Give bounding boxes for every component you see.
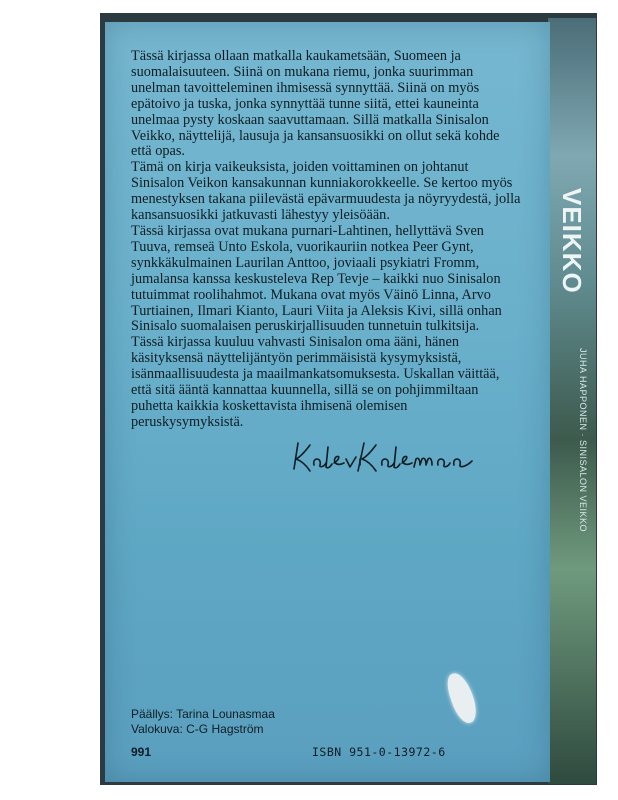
- author-signature: [292, 437, 492, 482]
- cover-design-credit: Päällys: Tarina Lounasmaa: [131, 707, 275, 721]
- signature-icon: [292, 437, 492, 477]
- spine-title: VEIKKO: [557, 188, 587, 294]
- blurb-paragraph-2: Tämä on kirja vaikeuksista, joiden voittaminen on johtanut Sinisalon Veikon kansakunnan kunniakorokkeelle. Se kertoo myös menestyksen takana piilevästä epävarmuudesta ja nöyryydestä, jolla kansansuosikki jatkuvasti lähestyy yleisöään.: [131, 159, 521, 224]
- catalog-code: 991: [131, 745, 152, 759]
- blurb-paragraph-4: Tässä kirjassa kuuluu vahvasti Sinisalon oma ääni, hänen käsityksensä näyttelijäntyön perimmäisistä kysymyksistä, isänmaallisuudesta ja maailmankatsomuksesta. Uskallan väittää, että sitä ääntä kannattaa kuunnella, sillä se on pohjimmiltaan puhetta kaikkia koskettavista ihmisenä olemisen peruskysymyksistä.: [131, 334, 500, 430]
- isbn: ISBN 951-0-13972-6: [312, 745, 446, 759]
- blurb-text: [131, 49, 521, 431]
- photo-credit: Valokuva: C-G Hagström: [131, 722, 264, 736]
- cover-credits: [131, 707, 275, 737]
- book-spine: [548, 18, 596, 784]
- spine-subtitle: JUHA HAPPONEN · SINISALON VEIKKO: [578, 348, 588, 533]
- blurb-paragraph-3: Tässä kirjassa ovat mukana purnari-Lahtinen, hellyttävä Sven Tuuva, remseä Unto Eskola, vuorikauriin notkea Peer Gynt, synkkäkulmainen Laurilan Anttoo, joviaali psykiatri Fromm, jumalansa kanssa keskusteleva Rep Tevje – kaikki nuo Sinisalon tutuimmat roolihahmot. Mukana ovat myös Väinö Linna, Arvo Turtiainen, Ilmari Kianto, Lauri Viita ja Aleksis Kivi, sillä onhan Sinisalo suomalaisen peruskirjallisuuden tunnetuin tulkitsija.: [131, 222, 502, 335]
- blurb-paragraph-1: Tässä kirjassa ollaan matkalla kaukametsään, Suomeen ja suomalaisuuteen. Siinä on mukana riemu, jonka suurimman unelman tavoitteleminen ihmisessä synnyttää. Siinä on myös epätoivo ja tuska, jonka synnyttää tunne siitä, ettei kauneinta unelmaa pysty koskaan saavuttamaan. Sillä matkalla Sinisalon Veikko, näyttelijä, lausuja ja kansansuosikki on ollut sekä kohde että opas.: [131, 48, 500, 160]
